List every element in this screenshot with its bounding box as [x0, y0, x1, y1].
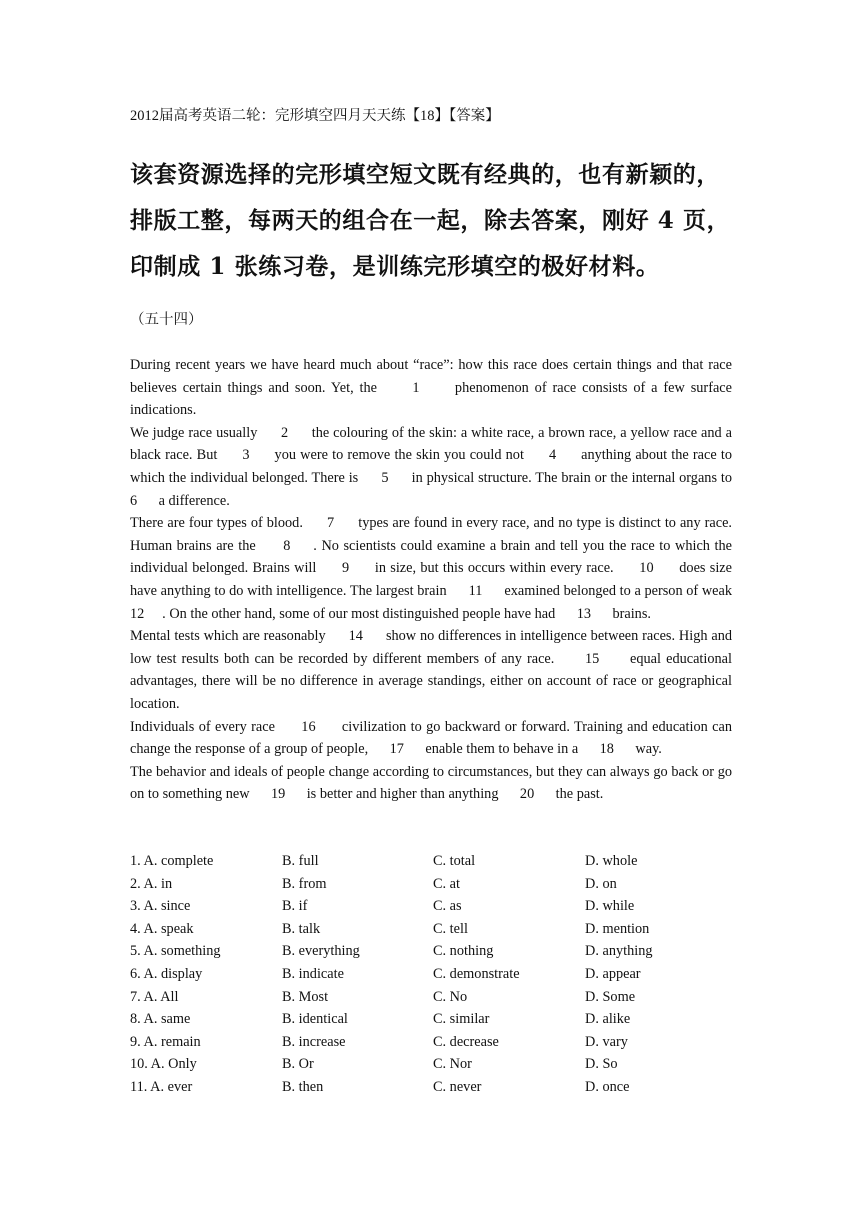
option-c: C. similar [433, 1011, 490, 1028]
option-c: C. at [433, 875, 461, 892]
option-d: D. So [585, 1056, 618, 1073]
option-c: C. No [433, 988, 468, 1005]
option-row [130, 1008, 732, 1031]
intro-paragraph: 该套资源选择的完形填空短文既有经典的，也有新颖的，排版工整，每两天的组合在一起，除去答案，刚好 4 页，印制成 1 张练习卷，是训练完形填空的极好材料。 [130, 161, 731, 280]
option-a: 9. A. remain [130, 1033, 201, 1050]
option-a: 3. A. since [130, 898, 191, 915]
option-b: B. Or [282, 1056, 314, 1073]
document-title: 2012届高考英语二轮：完形填空四月天天练【18】【答案】 [130, 108, 500, 124]
answer-options [130, 850, 732, 1099]
option-c: C. Nor [433, 1056, 472, 1073]
passage-paragraph: Mental tests which are reasonably 14 show no differences in intelligence between races. High and low test results both can be recorded by different members of any race. 15 equal educational advantages, there will be no difference in average standings, either on account of race or geographical location. [130, 628, 736, 712]
option-b: B. identical [282, 1011, 348, 1028]
option-d: D. mention [585, 920, 650, 937]
option-c: C. total [433, 853, 476, 869]
option-a: 7. A. All [130, 988, 179, 1005]
option-row [130, 1031, 732, 1054]
option-d: D. on [585, 875, 617, 892]
option-d: D. whole [585, 853, 638, 869]
option-a: 4. A. speak [130, 920, 194, 937]
option-b: B. Most [282, 988, 329, 1005]
option-d: D. while [585, 898, 635, 915]
option-c: C. tell [433, 920, 468, 937]
option-b: B. from [282, 875, 327, 892]
option-d: D. appear [585, 965, 641, 982]
option-d: D. alike [585, 1011, 631, 1028]
option-row [130, 1076, 732, 1099]
option-a: 2. A. in [130, 875, 173, 892]
option-c: C. nothing [433, 943, 494, 960]
option-d: D. Some [585, 988, 636, 1005]
option-b: B. then [282, 1078, 324, 1095]
option-row [130, 940, 732, 963]
passage-paragraph: There are four types of blood. 7 types are found in every race, and no type is distinct to any race. Human brains are the 8 . No scientists could examine a brain and tell you the race to which the individual belonged. Brains will 9 in size, but this occurs within every race. 10 does size have anything to do with intelligence. The largest brain 11 examined belonged to a person of weak 12 . On the other hand, some of our most distinguished people have had 13 brains. [130, 515, 754, 622]
option-row [130, 873, 732, 896]
option-a: 5. A. something [130, 943, 221, 960]
option-d: D. anything [585, 943, 653, 960]
passage-paragraph: During recent years we have heard much about “race”: how this race does certain things and that race believes certain things and soon. Yet, the 1 phenomenon of race consists of a few surface indications. [130, 357, 736, 419]
passage-paragraph: We judge race usually 2 the colouring of the skin: a white race, a brown race, a yellow race and a black race. But 3 you were to remove the skin you could not 4 anything about the race to which the individual belonged. There is 5 in physical structure. The brain or the internal organs to 6 a difference. [130, 424, 754, 509]
option-c: C. decrease [433, 1033, 499, 1050]
option-row [130, 986, 732, 1009]
passage-paragraph: Individuals of every race 16 civilization to go backward or forward. Training and education can change the response of a group of people, 17 enable them to behave in a 18 way. [130, 718, 736, 758]
section-number: （五十四） [130, 312, 203, 328]
option-a: 11. A. ever [130, 1078, 193, 1095]
option-d: D. vary [585, 1033, 628, 1050]
option-a: 1. A. complete [130, 853, 214, 869]
option-row [130, 895, 732, 918]
passage-paragraph: The behavior and ideals of people change according to circumstances, but they can always go back or go on to something new 19 is better and higher than anything 20 the past. [130, 763, 736, 803]
option-b: B. indicate [282, 965, 344, 982]
option-row [130, 1053, 732, 1076]
cloze-passage [130, 354, 754, 806]
option-a: 10. A. Only [130, 1056, 197, 1073]
option-c: C. never [433, 1078, 482, 1095]
option-b: B. increase [282, 1033, 346, 1050]
option-c: C. demonstrate [433, 965, 520, 982]
option-d: D. once [585, 1078, 630, 1095]
option-a: 6. A. display [130, 965, 203, 982]
option-b: B. everything [282, 943, 360, 960]
option-row [130, 963, 732, 986]
option-b: B. talk [282, 920, 321, 937]
option-row [130, 850, 732, 873]
option-c: C. as [433, 898, 462, 915]
option-b: B. if [282, 898, 308, 915]
option-b: B. full [282, 853, 319, 869]
option-a: 8. A. same [130, 1011, 191, 1028]
option-row [130, 918, 732, 941]
